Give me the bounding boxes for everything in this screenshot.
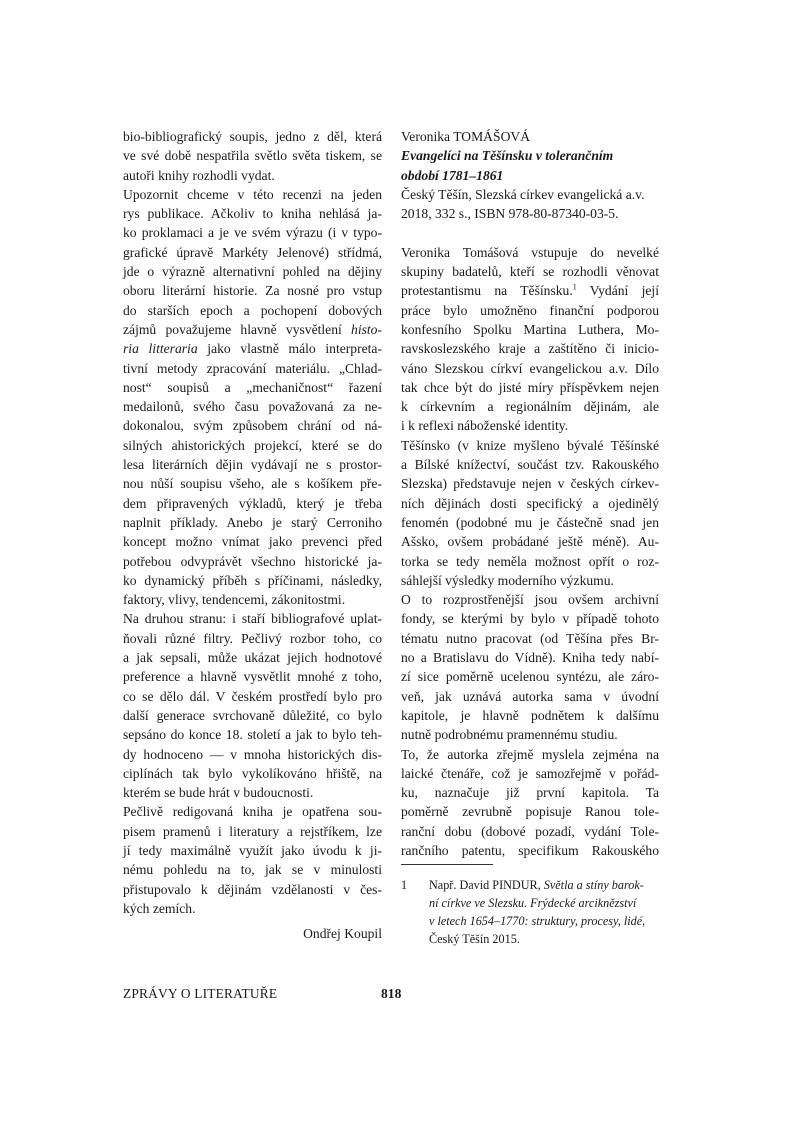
footnote-italic-title: Světla a stíny barok- bbox=[543, 878, 644, 892]
text-line: dy hodnoceno — v mnoha historických dis- bbox=[123, 746, 382, 762]
text-line: potřebou odvyprávět všechno historické ja- bbox=[123, 553, 382, 569]
text-line: k církevním a regionálním dějinám, ale bbox=[401, 399, 659, 415]
text-line: skupiny badatelů, kteří se rozhodli věnovat bbox=[401, 264, 659, 280]
text-line: lesa literárních dějin vydávají ne s prostor- bbox=[123, 457, 382, 473]
footnote bbox=[401, 876, 659, 948]
journal-title: ZPRÁVY O LITERATUŘE bbox=[123, 986, 278, 1001]
text-line: kterém se bude hrát v budoucnosti. bbox=[123, 785, 314, 801]
text-line: fenomén (podobné mu je částečně snad jen bbox=[401, 514, 659, 530]
text-line: poměrně zevrubně popisuje Ranou tole- bbox=[401, 804, 659, 820]
text-line: tak chce být do jisté míry příspěvkem nejen bbox=[401, 379, 659, 395]
text-line: do starších epoch a pochopení dobových bbox=[123, 302, 382, 318]
text-line: dem připravených výkladů, který je třeba bbox=[123, 495, 382, 511]
text-line: ku, naznačuje již první kapitola. Ta bbox=[401, 785, 659, 801]
text-line: To, že autorka zřejmě myslela zejména na bbox=[401, 746, 659, 762]
text-line: faktory, vlivy, tendencemi, zákonitostmi. bbox=[123, 592, 346, 608]
footnote-text: Např. David PINDUR, bbox=[429, 878, 544, 892]
text-line: další generace svrchovaně důležité, co bylo bbox=[123, 707, 382, 723]
text-line: torka se tedy neměla možnost opřít o roz- bbox=[401, 553, 659, 569]
text-line: a Bílské knížectví, součást tzv. Rakouského bbox=[401, 457, 659, 473]
left-column bbox=[123, 127, 382, 943]
footnote-punctuation: , bbox=[642, 914, 646, 928]
footnote-marker: 1 bbox=[572, 282, 577, 292]
text-fragment: Vydání její bbox=[576, 283, 659, 299]
text-line: Těšínsko (v knize myšleno bývalé Těšínské bbox=[401, 437, 659, 453]
review-publication-line-1: Český Těšín, Slezská církev evangelická a.v. bbox=[401, 186, 645, 202]
text-line: no a Bratislavu do Vídně). Kniha tedy nabí- bbox=[401, 650, 659, 666]
reviewer-signature: Ondřej Koupil bbox=[303, 926, 382, 942]
text-line: nost“ soupisů a „mechaničnost“ řazení bbox=[123, 379, 382, 395]
text-line: ních dějinách dosti specifický a ojedinělý bbox=[401, 495, 659, 511]
text-line: jí tedy maximálně využít jako úvodu k ji- bbox=[123, 842, 382, 858]
text-line: Na druhou stranu: i staří bibliografové uplat- bbox=[123, 611, 382, 627]
text-line: konfesního Spolku Martina Luthera, Mo- bbox=[401, 321, 659, 337]
text-line: zí sice poměrně ucelenou syntézu, ale záro- bbox=[401, 669, 659, 685]
footnote-line: v letech 1654–1770: struktury, procesy, lidé bbox=[429, 914, 643, 928]
text-line: Ašsko, ovšem probádané ještě méně). Au- bbox=[401, 534, 659, 550]
text-fragment: zájmů považujeme hlavně vysvětlení bbox=[123, 321, 352, 337]
text-line: veň, jak uznává autorka sama v úvodní bbox=[401, 688, 659, 704]
text-line: nutně podrobnému pramennému studiu. bbox=[401, 727, 618, 743]
text-line: ve své době nespatřila světlo světa tiskem, se bbox=[123, 148, 382, 164]
text-line: grafické úpravě Markéty Jelenové) střídmá, bbox=[123, 244, 382, 260]
text-line: O to rozprostřenější jsou ovšem archivní bbox=[401, 592, 659, 608]
review-author: Veronika TOMÁŠOVÁ bbox=[401, 129, 531, 144]
review-book-title-line-1: Evangelíci na Těšínsku v tolerančním bbox=[401, 148, 614, 164]
footnote-number: 1 bbox=[401, 878, 408, 892]
text-line: i k reflexi náboženské identity. bbox=[401, 418, 569, 434]
text-line: rančního patentu, specifikum Rakouského bbox=[401, 842, 659, 858]
text-fragment: protestantismu na Těšínsku. bbox=[401, 283, 573, 299]
text-line: laické čtenáře, což je samozřejmě v pořád- bbox=[401, 765, 659, 781]
text-line: ciplínách tak bylo vykolíkováno hřiště, na bbox=[123, 765, 382, 781]
text-line: práce bylo umožněno finanční podporou bbox=[401, 302, 659, 318]
text-line: naplnit příklady. Anebo je starý Cerroniho bbox=[123, 514, 382, 530]
text-line: rys publikace. Ačkoliv to kniha nehlásá ja- bbox=[123, 206, 382, 222]
text-line: ko dynamický příběh s příčinami, následky, bbox=[123, 572, 382, 588]
text-line: tivní metody zpracování materiálu. „Chlad- bbox=[123, 360, 382, 376]
text-line: nou nůší soupisu všeho, ale s košíkem pře- bbox=[123, 476, 382, 492]
text-line: nému pohledu na to, jak se v minulosti bbox=[123, 862, 382, 878]
text-line: oboru literární historie. Za nosné pro vstup bbox=[123, 283, 382, 299]
text-line: dokonalou, svým způsobem chrání od ná- bbox=[123, 418, 382, 434]
text-line: co se dělo dál. V českém prostředí bylo pro bbox=[123, 688, 382, 704]
footnote-rule bbox=[401, 864, 493, 865]
italic-term: ria litteraria bbox=[123, 341, 198, 357]
spacer bbox=[401, 223, 659, 242]
review-publication-line-2: 2018, 332 s., ISBN 978-80-87340-03-5. bbox=[401, 206, 619, 222]
text-line: ranční dobu (dobové pozadí, vydání Tole- bbox=[401, 823, 659, 839]
text-line: přistupovalo k dějinám vzdělanosti v čes- bbox=[123, 881, 382, 897]
page-number: 818 bbox=[381, 986, 402, 1001]
text-line bbox=[123, 339, 382, 358]
footnote-line: Český Těšín 2015. bbox=[429, 932, 520, 946]
text-line: Slezska) představuje nejen v českých církev- bbox=[401, 476, 659, 492]
text-line: medailonů, svého času považovaná za ne- bbox=[123, 399, 382, 415]
right-column bbox=[401, 127, 659, 860]
text-line: sepsáno do konce 18. století a jak to bylo teh- bbox=[123, 727, 382, 743]
text-line: kých zemích. bbox=[123, 900, 196, 916]
text-line: sáhlejší výsledky moderního výzkumu. bbox=[401, 572, 614, 588]
text-line: preference a hlavně vysvětlit mnohé z toho, bbox=[123, 669, 382, 685]
text-line: jde o výrazně alternativní pohled na dějiny bbox=[123, 264, 382, 280]
text-line: ko proklamaci a je ve svém výrazu (i v typo- bbox=[123, 225, 382, 241]
text-line bbox=[123, 320, 382, 339]
text-line: tématu nutno pracovat (od Těšína přes Br- bbox=[401, 630, 659, 646]
review-body bbox=[401, 243, 659, 861]
italic-term: histo- bbox=[351, 321, 382, 337]
text-line: bio-bibliografický soupis, jedno z děl, která bbox=[123, 129, 382, 144]
text-line: váno Slezskou církví evangelickou a.v. Dílo bbox=[401, 360, 659, 376]
text-line: fondy, se kterými by bylo v případě tohoto bbox=[401, 611, 659, 627]
footnote-line: ní církve ve Slezsku. Frýdecké arciknězství bbox=[429, 896, 637, 910]
text-line: silných ahistorických projekcí, které se do bbox=[123, 437, 382, 453]
text-line: autoři knihy rozhodli vydat. bbox=[123, 167, 275, 183]
review-book-title-line-2: období 1781–1861 bbox=[401, 167, 504, 183]
text-line: a jak sepsali, může ukázat jejich hodnotové bbox=[123, 650, 382, 666]
text-line: Upozornit chceme v této recenzi na jeden bbox=[123, 186, 382, 202]
text-line: ravskoslezského kraje a zaštítěno či inicio- bbox=[401, 341, 659, 357]
text-line: kapitole, je hlavně podnětem k dalšímu bbox=[401, 707, 659, 723]
text-line bbox=[401, 281, 659, 300]
text-fragment: jako vlastně málo interpreta- bbox=[197, 341, 382, 357]
text-line: ňovali různé filtry. Pečlivý rozbor toho, co bbox=[123, 630, 382, 646]
text-line: Veronika Tomášová vstupuje do nevelké bbox=[401, 244, 659, 260]
text-line: Pečlivě redigovaná kniha je opatřena sou- bbox=[123, 804, 382, 820]
text-line: koncept možno vnímat jako prevenci před bbox=[123, 534, 382, 550]
text-line: pisem pramenů i literatury a rejstříkem, lze bbox=[123, 823, 382, 839]
